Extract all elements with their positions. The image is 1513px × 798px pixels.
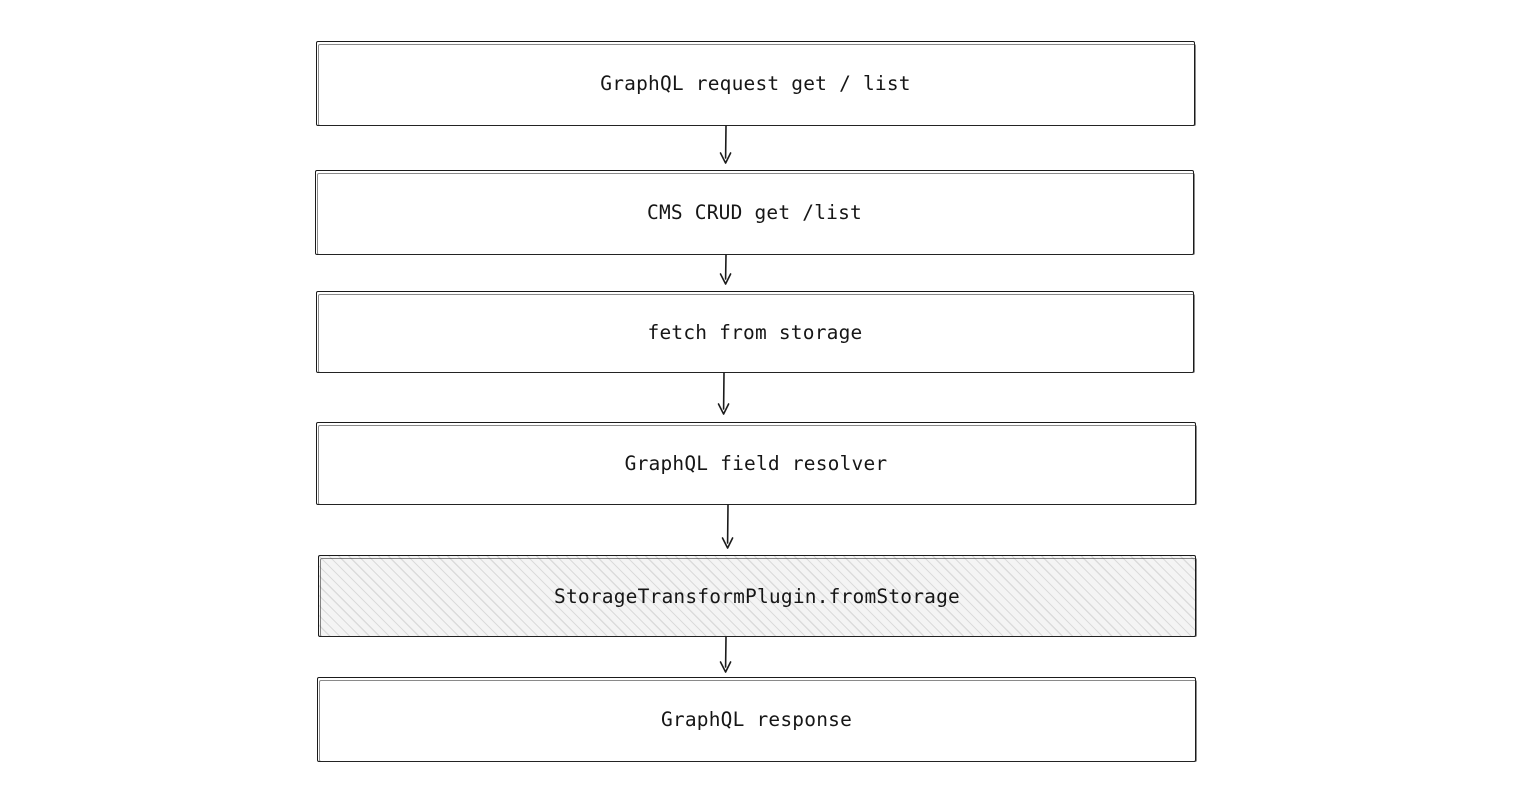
node-label: GraphQL response [660, 708, 853, 731]
edge-n2-n3 [714, 255, 738, 291]
edge-n3-n4 [712, 373, 736, 421]
node-label: GraphQL request get / list [600, 72, 911, 95]
node-label: GraphQL field resolver [624, 452, 888, 475]
flowchart-node-fetch-from-storage[interactable] [316, 291, 1194, 373]
edge-n1-n2 [714, 126, 738, 170]
flowchart-node-graphql-field-resolver[interactable] [316, 422, 1196, 505]
edge-n5-n6 [714, 637, 738, 679]
flowchart-node-storage-transform-plugin[interactable] [318, 555, 1196, 637]
flowchart-node-graphql-request[interactable] [316, 41, 1195, 126]
node-label: StorageTransformPlugin.fromStorage [554, 584, 960, 608]
node-label: CMS CRUD get /list [647, 201, 862, 224]
flowchart-node-cms-crud[interactable] [315, 170, 1194, 255]
edge-n4-n5 [716, 505, 740, 555]
flowchart-node-graphql-response[interactable] [317, 677, 1196, 762]
node-label: fetch from storage [647, 320, 863, 344]
